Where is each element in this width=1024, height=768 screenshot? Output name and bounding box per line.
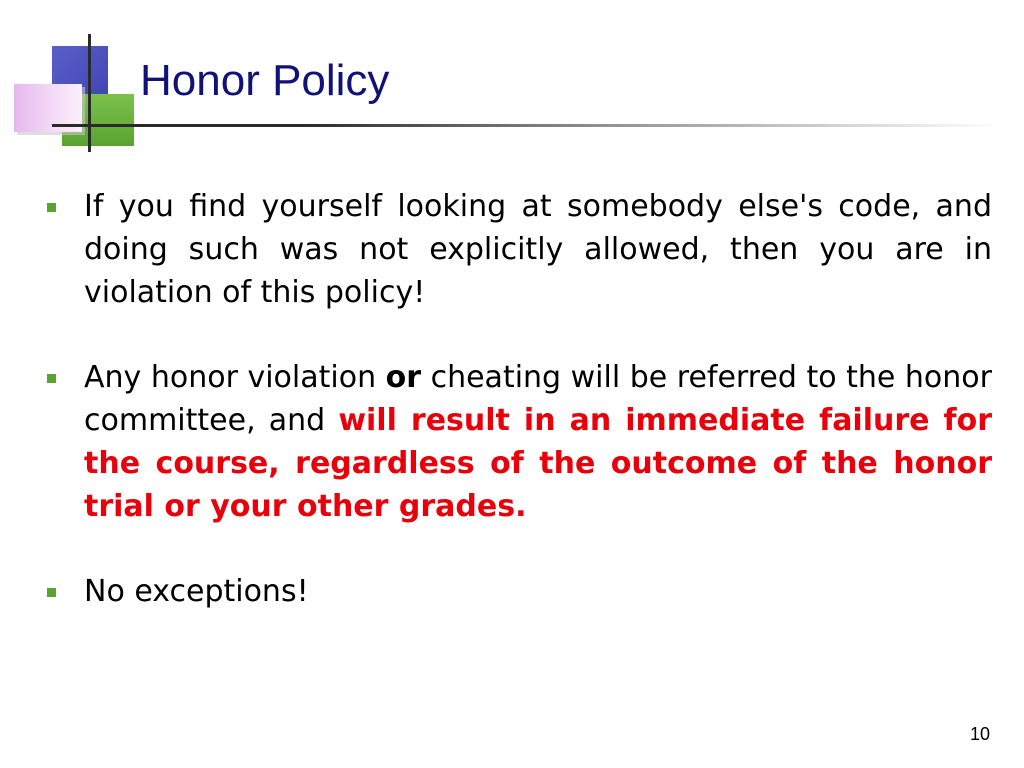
bullet-square-icon xyxy=(47,203,56,212)
bullet-text: cheating will be referred to the honor committee, and xyxy=(84,360,992,438)
bullet-item xyxy=(40,356,992,528)
bullet-list xyxy=(40,185,992,613)
bullet-text: No exceptions! xyxy=(84,574,309,609)
bullet-item xyxy=(40,570,992,613)
logo-horizontal-line xyxy=(52,124,312,127)
bullet-square-icon xyxy=(47,374,56,383)
bullet-item xyxy=(40,185,992,314)
bullet-bold-text: or xyxy=(385,360,422,395)
bullet-text: If you find yourself looking at somebody else's code, and doing such was not explicitly allowed, then you are in violation of this policy! xyxy=(84,189,992,310)
logo-vertical-line xyxy=(88,34,91,152)
bullet-square-icon xyxy=(47,588,56,597)
title-underline xyxy=(300,124,1000,127)
slide-title: Honor Policy xyxy=(140,56,390,105)
bullet-emphasis-text: will result in an immediate failure for the course, regardless of the outcome of the honor trial or your other grades. xyxy=(84,403,992,524)
page-number: 10 xyxy=(969,724,990,744)
bullet-text: Any honor violation xyxy=(84,360,386,395)
